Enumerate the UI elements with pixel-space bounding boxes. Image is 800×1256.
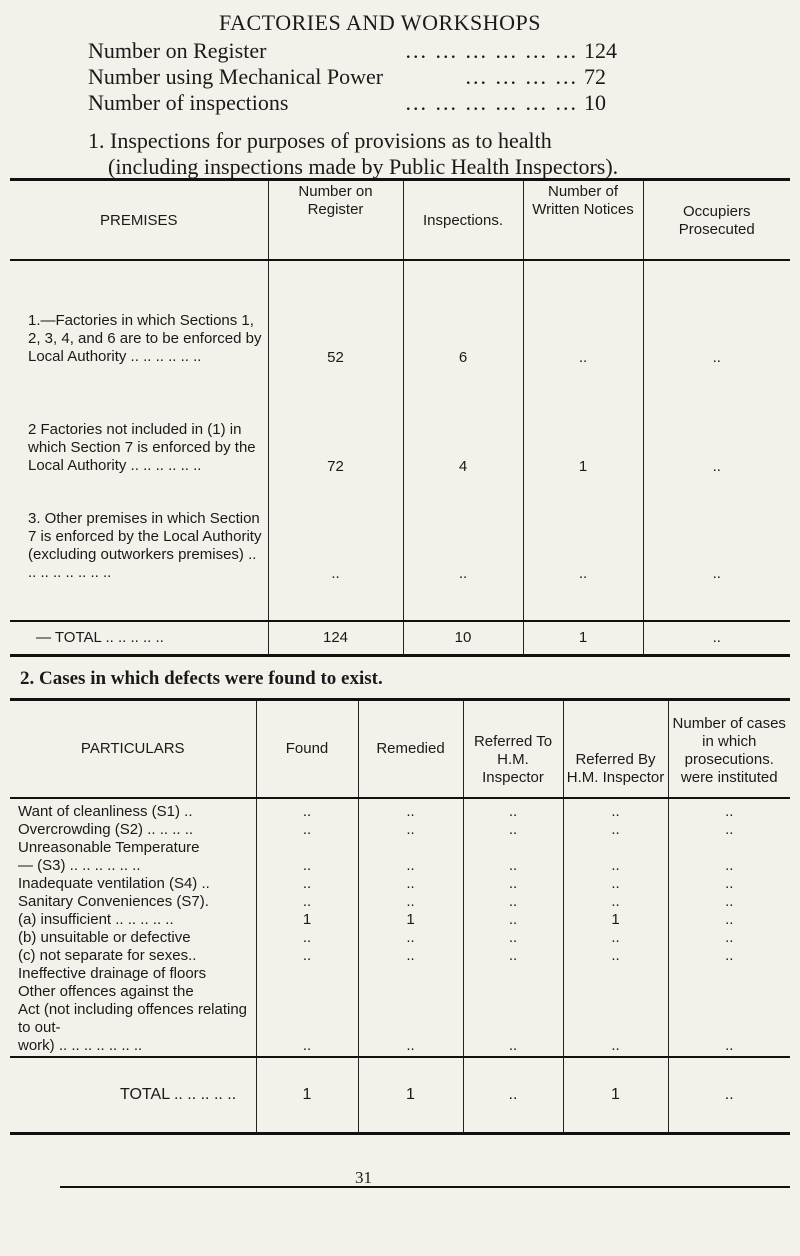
referred-by-value: ..	[611, 802, 620, 820]
register-cell: ..	[268, 481, 403, 588]
inspections-table-header	[10, 180, 790, 260]
prosecutions-value: ..	[725, 928, 734, 946]
section1-heading-line1: 1. Inspections for purposes of provisions as to health	[88, 128, 552, 153]
defects-table-body	[10, 798, 790, 1057]
summary-row-register	[88, 38, 628, 64]
particular-line: (a) insufficient .. .. .. .. ..	[18, 910, 174, 928]
referred-by-value: ..	[611, 856, 620, 874]
col-found: Found	[256, 700, 358, 798]
remedied-value: 1	[406, 910, 415, 928]
prosecutions-value: ..	[725, 910, 734, 928]
found-value: ..	[302, 874, 312, 892]
summary-value: 72	[584, 64, 606, 89]
found-value: ..	[302, 802, 312, 820]
leader-dots: ... ... ... ... ... ...	[405, 90, 578, 115]
referred-by-value: ..	[611, 820, 620, 838]
remedied-value: ..	[406, 802, 415, 820]
remedied-value: ..	[406, 1036, 415, 1054]
referred-to-value: ..	[508, 802, 518, 820]
summary-list	[88, 38, 628, 116]
particular-line: Other offences against the	[18, 982, 194, 1000]
particular-line: Inadequate ventilation (S4) ..	[18, 874, 210, 892]
referred-by-value: ..	[611, 946, 620, 964]
particular-line: work) .. .. .. .. .. .. ..	[18, 1036, 143, 1054]
referred-to-value: ..	[508, 874, 518, 892]
prosecuted-cell: ..	[643, 372, 790, 481]
inspections-cell: ..	[403, 481, 523, 588]
register-cell: 72	[268, 372, 403, 481]
found-cell	[256, 798, 358, 1057]
particular-line: (b) unsuitable or defective	[18, 928, 191, 946]
col-referred-by: Referred By H.M. Inspector	[563, 700, 668, 798]
referred-by-value: 1	[611, 910, 620, 928]
total-label: — TOTAL .. .. .. .. ..	[10, 621, 268, 656]
page-number: 31	[355, 1168, 372, 1187]
summary-label: Number using Mechanical Power	[88, 64, 384, 89]
particular-line: Sanitary Conveniences (S7).	[18, 892, 209, 910]
inspections-cell: 4	[403, 372, 523, 481]
col-particulars: PARTICULARS	[80, 739, 185, 757]
table-spacer	[10, 588, 790, 621]
total-referred-to: ..	[463, 1057, 563, 1134]
premises-cell: 3. Other premises in which Section 7 is enforced by the Local Authority (excluding outworkers premises) .. .. .. .. .. .. .. ..	[28, 509, 262, 581]
prosecutions-value: ..	[725, 856, 734, 874]
notices-cell: 1	[523, 372, 643, 481]
col-prosecuted: Occupiers Prosecuted	[643, 180, 790, 260]
particular-line: (c) not separate for sexes..	[18, 946, 197, 964]
prosecutions-value: ..	[725, 802, 734, 820]
particular-line: Act (not including offences relating to out-	[18, 1000, 248, 1036]
defects-table-header	[10, 700, 790, 798]
inspections-table	[10, 178, 790, 657]
prosecutions-cell	[668, 798, 790, 1057]
col-register: Number on Register	[268, 180, 403, 260]
summary-value: 124	[584, 38, 617, 63]
prosecutions-value: ..	[725, 892, 734, 910]
remedied-value: ..	[406, 946, 415, 964]
remedied-value: ..	[406, 856, 415, 874]
particular-line: — (S3) .. .. .. .. .. ..	[18, 856, 141, 874]
remedied-cell	[358, 798, 463, 1057]
summary-label: Number on Register	[88, 38, 267, 63]
summary-row-mechanical-power	[88, 64, 628, 90]
referred-by-value: ..	[611, 1036, 620, 1054]
prosecuted-cell: ..	[643, 481, 790, 588]
prosecutions-value: ..	[725, 874, 734, 892]
found-value: ..	[302, 946, 312, 964]
referred-to-value: ..	[508, 856, 518, 874]
total-found: 1	[256, 1057, 358, 1134]
table-row	[10, 260, 790, 372]
page-title: FACTORIES AND WORKSHOPS	[218, 10, 541, 35]
inspections-cell: 6	[403, 260, 523, 372]
register-cell: 52	[268, 260, 403, 372]
table-row	[10, 481, 790, 588]
table-total-row	[10, 621, 790, 656]
particular-line: Ineffective drainage of floors	[18, 964, 207, 982]
defects-total-row	[10, 1057, 790, 1134]
prosecutions-value: ..	[725, 1036, 734, 1054]
found-value: ..	[302, 1036, 312, 1054]
total-inspections: 10	[403, 621, 523, 656]
referred-to-value: ..	[508, 1036, 518, 1054]
prosecuted-cell: ..	[643, 260, 790, 372]
prosecutions-value: ..	[725, 946, 734, 964]
referred-to-value: ..	[508, 946, 518, 964]
col-prosecutions: Number of cases in which prosecutions. were instituted	[668, 700, 790, 798]
premises-cell: 1.—Factories in which Sections 1, 2, 3, 4, and 6 are to be enforced by Local Authority .. .. .. .. .. ..	[28, 311, 262, 365]
particular-line: Overcrowding (S2) .. .. .. ..	[18, 820, 194, 838]
summary-label: Number of inspections	[88, 90, 289, 115]
section1-heading-line2: (including inspections made by Public Health Inspectors).	[108, 154, 619, 179]
premises-cell: 2 Factories not included in (1) in which Section 7 is enforced by the Local Authority .. .. .. .. .. ..	[28, 420, 256, 474]
particular-line: Want of cleanliness (S1) ..	[18, 802, 193, 820]
referred-by-value: ..	[611, 928, 620, 946]
remedied-value: ..	[406, 928, 415, 946]
section2-heading: 2. Cases in which defects were found to exist.	[20, 668, 383, 689]
page-rule	[60, 1186, 790, 1188]
notices-cell: ..	[523, 260, 643, 372]
total-referred-by: 1	[563, 1057, 668, 1134]
section1-heading	[88, 128, 618, 180]
referred-to-value: ..	[508, 892, 518, 910]
referred-to-value: ..	[508, 910, 518, 928]
total-label: TOTAL .. .. .. .. ..	[10, 1057, 256, 1134]
referred-by-value: ..	[611, 874, 620, 892]
referred-by-cell	[563, 798, 668, 1057]
found-value: ..	[302, 820, 312, 838]
prosecutions-value: ..	[725, 820, 734, 838]
table-row	[10, 372, 790, 481]
found-value: ..	[302, 928, 312, 946]
total-register: 124	[268, 621, 403, 656]
particular-line: Unreasonable Temperature	[18, 838, 200, 856]
summary-value: 10	[584, 90, 606, 115]
remedied-value: ..	[406, 892, 415, 910]
col-inspections: Inspections.	[403, 180, 523, 260]
notices-cell: ..	[523, 481, 643, 588]
referred-to-cell	[463, 798, 563, 1057]
col-referred-to: Referred To H.M. Inspector	[463, 700, 563, 798]
leader-dots: ... ... ... ... ... ...	[405, 38, 578, 63]
referred-to-value: ..	[508, 820, 518, 838]
col-notices: Number of Written Notices	[523, 180, 643, 260]
found-value: ..	[302, 856, 312, 874]
referred-by-value: ..	[611, 892, 620, 910]
summary-row-inspections	[88, 90, 628, 116]
defects-table	[10, 698, 790, 1135]
particulars-cell	[10, 798, 256, 1057]
total-prosecutions: ..	[668, 1057, 790, 1134]
leader-dots: ... ... ... ...	[465, 64, 578, 89]
remedied-value: ..	[406, 820, 415, 838]
total-remedied: 1	[358, 1057, 463, 1134]
col-premises: PREMISES	[99, 211, 178, 229]
col-remedied: Remedied	[358, 700, 463, 798]
total-notices: 1	[523, 621, 643, 656]
found-value: 1	[302, 910, 312, 928]
found-value: ..	[302, 892, 312, 910]
referred-to-value: ..	[508, 928, 518, 946]
remedied-value: ..	[406, 874, 415, 892]
total-prosecuted: ..	[643, 621, 790, 656]
